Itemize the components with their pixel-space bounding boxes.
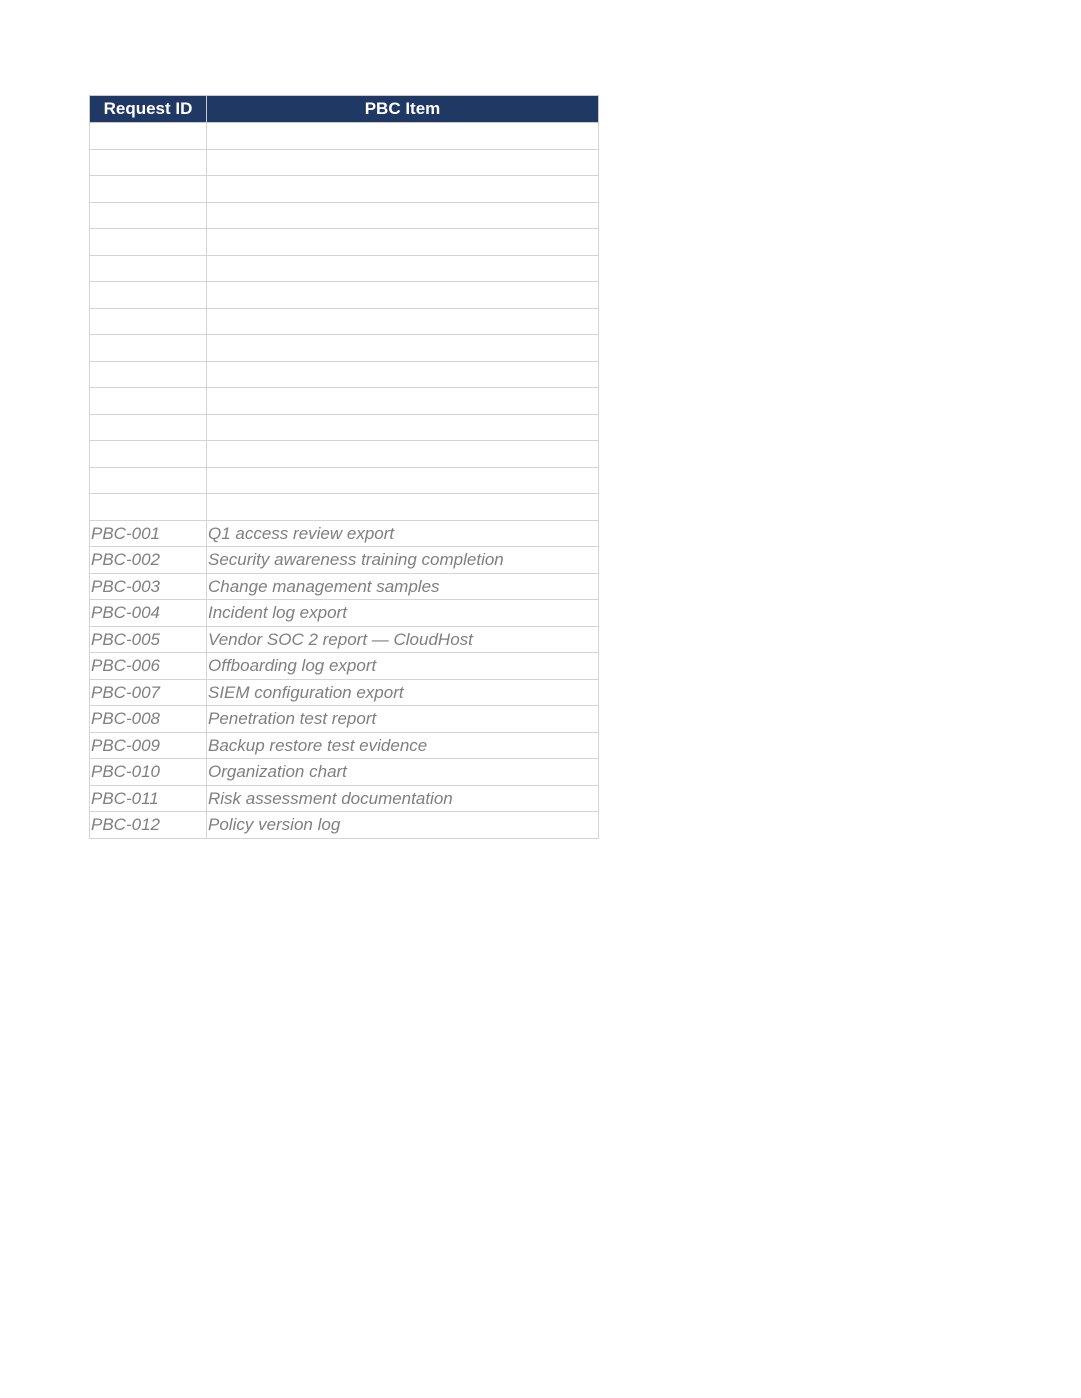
cell-pbc-item[interactable]: Vendor SOC 2 report — CloudHost xyxy=(207,626,599,653)
cell-pbc-item[interactable]: Backup restore test evidence xyxy=(207,732,599,759)
cell-request-id[interactable]: PBC-010 xyxy=(90,759,207,786)
empty-cell-request-id[interactable] xyxy=(90,361,207,388)
cell-pbc-item[interactable]: SIEM configuration export xyxy=(207,679,599,706)
pbc-table xyxy=(89,95,599,839)
table-row xyxy=(90,547,599,574)
empty-row xyxy=(90,308,599,335)
empty-row xyxy=(90,149,599,176)
empty-cell-request-id[interactable] xyxy=(90,149,207,176)
table-row xyxy=(90,732,599,759)
cell-request-id[interactable]: PBC-006 xyxy=(90,653,207,680)
cell-request-id[interactable]: PBC-011 xyxy=(90,785,207,812)
empty-cell-request-id[interactable] xyxy=(90,414,207,441)
table-row xyxy=(90,812,599,839)
cell-request-id[interactable]: PBC-008 xyxy=(90,706,207,733)
header-request-id[interactable]: Request ID xyxy=(90,96,207,123)
table-row xyxy=(90,785,599,812)
empty-row xyxy=(90,467,599,494)
table-row xyxy=(90,759,599,786)
empty-cell-request-id[interactable] xyxy=(90,388,207,415)
empty-cell-pbc-item[interactable] xyxy=(207,255,599,282)
empty-cell-pbc-item[interactable] xyxy=(207,335,599,362)
empty-cell-pbc-item[interactable] xyxy=(207,202,599,229)
empty-row xyxy=(90,123,599,150)
empty-row xyxy=(90,255,599,282)
empty-cell-request-id[interactable] xyxy=(90,282,207,309)
cell-pbc-item[interactable]: Penetration test report xyxy=(207,706,599,733)
header-pbc-item[interactable]: PBC Item xyxy=(207,96,599,123)
cell-request-id[interactable]: PBC-007 xyxy=(90,679,207,706)
empty-row xyxy=(90,335,599,362)
cell-request-id[interactable]: PBC-012 xyxy=(90,812,207,839)
empty-cell-pbc-item[interactable] xyxy=(207,282,599,309)
table-row xyxy=(90,573,599,600)
table-row xyxy=(90,600,599,627)
empty-cell-pbc-item[interactable] xyxy=(207,149,599,176)
empty-row xyxy=(90,282,599,309)
cell-pbc-item[interactable]: Risk assessment documentation xyxy=(207,785,599,812)
empty-cell-pbc-item[interactable] xyxy=(207,414,599,441)
empty-cell-request-id[interactable] xyxy=(90,123,207,150)
cell-pbc-item[interactable]: Incident log export xyxy=(207,600,599,627)
empty-cell-request-id[interactable] xyxy=(90,229,207,256)
table-row xyxy=(90,653,599,680)
cell-request-id[interactable]: PBC-004 xyxy=(90,600,207,627)
empty-cell-pbc-item[interactable] xyxy=(207,467,599,494)
empty-cell-pbc-item[interactable] xyxy=(207,229,599,256)
empty-cell-request-id[interactable] xyxy=(90,335,207,362)
empty-cell-pbc-item[interactable] xyxy=(207,176,599,203)
empty-cell-request-id[interactable] xyxy=(90,441,207,468)
cell-pbc-item[interactable]: Change management samples xyxy=(207,573,599,600)
cell-request-id[interactable]: PBC-009 xyxy=(90,732,207,759)
cell-pbc-item[interactable]: Q1 access review export xyxy=(207,520,599,547)
empty-row xyxy=(90,229,599,256)
spreadsheet-sheet xyxy=(89,95,599,839)
empty-cell-request-id[interactable] xyxy=(90,494,207,521)
table-row xyxy=(90,626,599,653)
cell-pbc-item[interactable]: Security awareness training completion xyxy=(207,547,599,574)
cell-pbc-item[interactable]: Organization chart xyxy=(207,759,599,786)
empty-cell-pbc-item[interactable] xyxy=(207,361,599,388)
empty-row xyxy=(90,414,599,441)
empty-row xyxy=(90,441,599,468)
empty-cell-request-id[interactable] xyxy=(90,308,207,335)
empty-row xyxy=(90,202,599,229)
empty-cell-request-id[interactable] xyxy=(90,176,207,203)
empty-cell-pbc-item[interactable] xyxy=(207,123,599,150)
cell-request-id[interactable]: PBC-003 xyxy=(90,573,207,600)
empty-cell-pbc-item[interactable] xyxy=(207,388,599,415)
cell-pbc-item[interactable]: Offboarding log export xyxy=(207,653,599,680)
empty-cell-pbc-item[interactable] xyxy=(207,308,599,335)
table-row xyxy=(90,520,599,547)
empty-cell-request-id[interactable] xyxy=(90,255,207,282)
empty-row xyxy=(90,176,599,203)
empty-cell-request-id[interactable] xyxy=(90,467,207,494)
cell-request-id[interactable]: PBC-005 xyxy=(90,626,207,653)
empty-cell-request-id[interactable] xyxy=(90,202,207,229)
empty-cell-pbc-item[interactable] xyxy=(207,494,599,521)
empty-row xyxy=(90,388,599,415)
header-row xyxy=(90,96,599,123)
empty-row xyxy=(90,494,599,521)
table-row xyxy=(90,706,599,733)
empty-cell-pbc-item[interactable] xyxy=(207,441,599,468)
table-row xyxy=(90,679,599,706)
empty-row xyxy=(90,361,599,388)
cell-request-id[interactable]: PBC-002 xyxy=(90,547,207,574)
cell-pbc-item[interactable]: Policy version log xyxy=(207,812,599,839)
table-body xyxy=(90,123,599,839)
cell-request-id[interactable]: PBC-001 xyxy=(90,520,207,547)
